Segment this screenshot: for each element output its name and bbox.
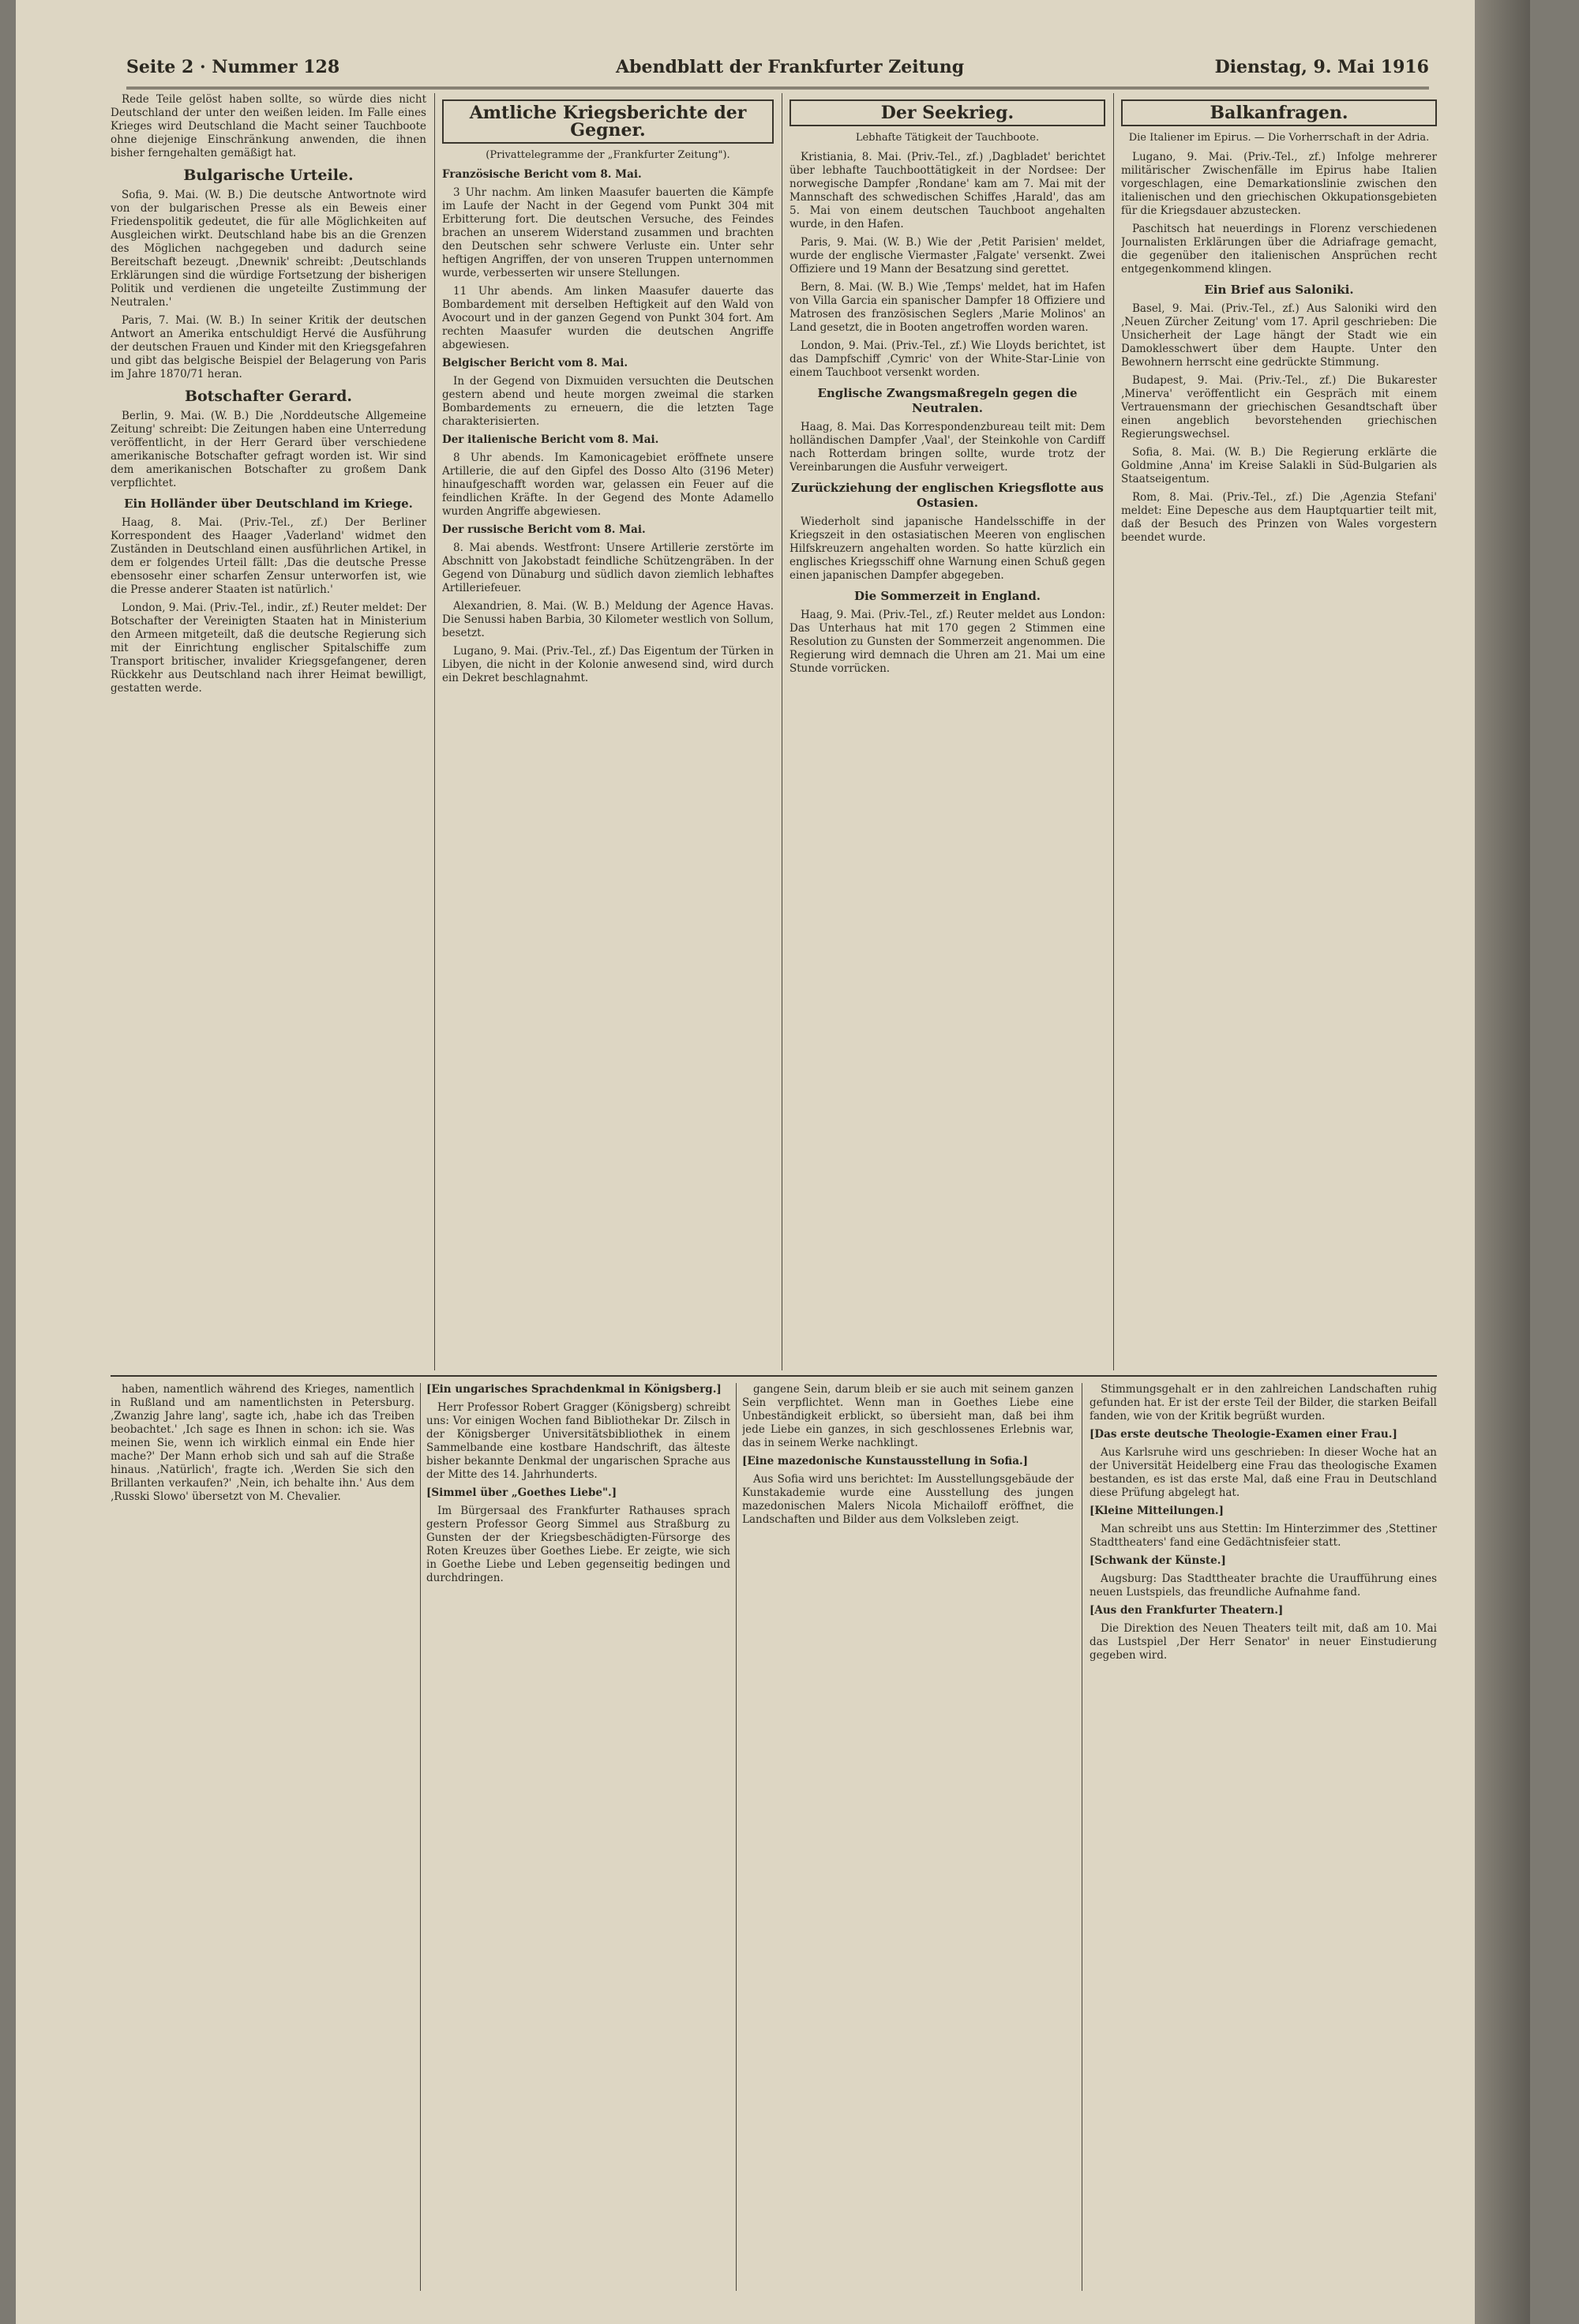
section-subheading: Lebhafte Tätigkeit der Tauchboote. (855, 132, 1040, 144)
article-text: Basel, 9. Mai. (Priv.-Tel., zf.) Aus Saloniki wird den ‚Neuen Zürcher Zeitung' vom 17. April geschrieben: Die Unsicherheit der Lage hängt der Stadt wie ein Damoklesschwert über dem Haupte. Unter den Bewohnern herrscht eine gedrückte Stimmung. (1121, 302, 1437, 369)
notice-heading: [Eine mazedonische Kunstausstellung in Sofia.] (742, 1455, 1029, 1467)
article-text: Kristiania, 8. Mai. (Priv.-Tel., zf.) ‚Dagbladet' berichtet über lebhafte Tauchboottätigkeit in der Nordsee: Der norwegische Dampfer ‚Rondane' kam am 7. Mai mit der Mannschaft des schwedischen Schiffes ‚Harald', das am 5. Mai von einem deutschen Tauchboot angehalten wurde, in den Hafen. (790, 151, 1105, 231)
notice-heading: [Simmel über „Goethes Liebe".] (426, 1486, 617, 1499)
article-text: Haag, 8. Mai. Das Korrespondenzbureau teilt mit: Dem holländischen Dampfer ‚Vaal', der Steinkohle von Cardiff nach Rotterdam bringen sollte, wurde trotz der Vereinbarungen die Ausfuhr verweigert. (790, 421, 1105, 474)
feuilleton-column-2 (426, 1383, 730, 2291)
report-label: Französische Bericht vom 8. Mai. (442, 168, 642, 181)
article-text: Man schreibt uns aus Stettin: Im Hinterzimmer des ‚Stettiner Stadttheaters' fand eine Gedächtnisfeier statt. (1090, 1523, 1437, 1549)
article-text: London, 9. Mai. (Priv.-Tel., indir., zf.) Reuter meldet: Der Botschafter der Vereinigten Staaten hat in Ministerium den Armeen mitgeteilt, daß die deutsche Regierung sich mit der Einrichtung englischer Spitalschiffe zum Transport britischer, invalider Kriegsgefangener, deren Rückkehr aus Deutschland nach ihrer Heimat bewilligt, gestatten werde. (111, 602, 426, 695)
article-text: Lugano, 9. Mai. (Priv.-Tel., zf.) Das Eigentum der Türken in Libyen, die nicht in der Kolonie anwesend sind, wird durch ein Dekret beschlagnahmt. (442, 645, 774, 684)
header-date: Dienstag, 9. Mai 1916 (1214, 57, 1429, 77)
article-heading: Botschafter Gerard. (184, 388, 353, 405)
article-text: Aus Sofia wird uns berichtet: Im Ausstellungsgebäude der Kunstakademie wurde eine Ausstellung des jungen mazedonischen Malers Nicola Michailoff eröffnet, die Landschaften und Bilder aus dem Volksleben zeigt. (742, 1473, 1074, 1526)
article-heading: Bulgarische Urteile. (183, 167, 354, 184)
page-edge (1475, 0, 1530, 2324)
notice-heading: [Kleine Mitteilungen.] (1090, 1505, 1225, 1517)
article-text: Bern, 8. Mai. (W. B.) Wie ‚Temps' meldet, hat im Hafen von Villa Garcia ein spanischer Dampfer 18 Offiziere und Matrosen des französischen Seglers ‚Marie Molinos' an Land gesetzt, die in Booten angetroffen worden waren. (790, 281, 1105, 334)
notice-heading: [Aus den Frankfurter Theatern.] (1090, 1604, 1284, 1617)
article-text: 8 Uhr abends. Im Kamonicagebiet eröffnete unsere Artillerie, die auf den Gipfel des Dosso Alto (3196 Meter) hinaufgeschafft worden war, gelassen ein Feuer auf die feindlichen Kräfte. In der Gegend des Monte Adamello wurden Angriffe abgewiesen. (442, 452, 774, 518)
article-text: haben, namentlich während des Krieges, namentlich in Rußland und am namentlichsten in Petersburg. ‚Zwanzig Jahre lang', sagte ich, ‚habe ich das Treiben beobachtet.' ‚Ich sage es Ihnen in schon: ich sie. Was meinen Sie, wenn ich wirklich einmal ein Ende hier mache?' Der Mann erhob sich und sah auf die Straße hinaus. ‚Natürlich', fragte ich. ‚Werden Sie sich den Brillanten verkaufen?' ‚Nein, ich behalte ihn.' Aus dem ‚Russki Slowo' übersetzt von M. Chevalier. (111, 1383, 414, 1503)
article-text: Rom, 8. Mai. (Priv.-Tel., zf.) Die ‚Agenzia Stefani' meldet: Eine Depesche aus dem Hauptquartier teilt mit, daß der Besuch des Prinzen von Wales vorgestern beendet wurde. (1121, 491, 1437, 544)
article-text: Aus Karlsruhe wird uns geschrieben: In dieser Woche hat an der Universität Heidelberg eine Frau das theologische Examen bestanden, es ist das erste Mal, daß eine Frau in Deutschland diese Prüfung abgelegt hat. (1090, 1446, 1437, 1499)
article-text: Paris, 7. Mai. (W. B.) In seiner Kritik der deutschen Antwort an Amerika entschuldigt Hervé die Ausführung der deutschen Frauen und Kinder mit den Kriegsgefahren und gibt das belgische Beispiel der Belagerung von Paris im Jahre 1870/71 heran. (111, 314, 426, 380)
report-label: Belgischer Bericht vom 8. Mai. (442, 357, 628, 369)
feuilleton-column-4 (1090, 1383, 1437, 2291)
article-heading: Die Sommerzeit in England. (853, 589, 1041, 603)
page-header (126, 52, 1429, 89)
article-heading: Englische Zwangsmaßregeln gegen die Neutralen. (817, 386, 1078, 415)
article-text: In der Gegend von Dixmuiden versuchten die Deutschen gestern abend und heute morgen zweimal die starken Bombardements zu erneuern, die die letzten Tage charakterisierten. (442, 375, 774, 428)
article-text: Im Bürgersaal des Frankfurter Rathauses sprach gestern Professor Georg Simmel aus Straßburg zu Gunsten der der Kriegsbeschädigten-Fürsorge des Roten Kreuzes über Goethes Liebe. Er zeigte, wie sich in Goethe Liebe und Leben gegenseitig bedingen und durchdringen. (426, 1505, 730, 1584)
article-heading: Ein Holländer über Deutschland im Kriege. (124, 497, 413, 511)
article-text: Sofia, 8. Mai. (W. B.) Die Regierung erklärte die Goldmine ‚Anna' im Kreise Salakli in Süd-Bulgarien als Staatseigentum. (1121, 446, 1437, 485)
notice-heading: [Das erste deutsche Theologie-Examen einer Frau.] (1090, 1428, 1397, 1441)
column-rule (434, 93, 435, 1370)
column-3 (790, 93, 1105, 1370)
column-4 (1121, 93, 1437, 1370)
notice-heading: [Ein ungarisches Sprachdenkmal in Königsberg.] (426, 1383, 722, 1396)
feuilleton-column-1 (111, 1383, 414, 2291)
column-2 (442, 93, 774, 1370)
header-page-number: Seite 2 · Nummer 128 (126, 57, 340, 77)
article-text: Berlin, 9. Mai. (W. B.) Die ‚Norddeutsche Allgemeine Zeitung' schreibt: Die Zeitungen haben eine Unterredung veröffentlicht, in der Herr Gerard über verschiedene amerikanische Botschafter gefragt worden ist. Wir sind dem amerikanischen Botschafter zu großem Dank verpflichtet. (111, 410, 426, 489)
report-label: Der russische Bericht vom 8. Mai. (442, 523, 646, 536)
article-text: gangene Sein, darum bleib er sie auch mit seinem ganzen Sein verpflichtet. Wenn man in Goethes Liebe eine Unbeständigkeit erblickt, so übersieht man, daß bei ihm jede Liebe ein ganzes, in sich geschlossenes Erlebnis war, das in seinem Werke nachklingt. (742, 1383, 1074, 1449)
article-heading: Ein Brief aus Saloniki. (1204, 283, 1354, 297)
article-text: 8. Mai abends. Westfront: Unsere Artillerie zerstörte im Abschnitt von Jakobstadt feindliche Schützengräben. In der Gegend von Dünaburg und südlich davon ziemlich lebhaftes Artilleriefeuer. (442, 542, 774, 594)
article-text: Augsburg: Das Stadttheater brachte die Uraufführung eines neuen Lustspiels, das freundliche Aufnahme fand. (1090, 1572, 1437, 1599)
article-text: Wiederholt sind japanische Handelsschiffe in der Kriegszeit in den ostasiatischen Meeren von englischen Hilfskreuzern angehalten worden. So hatte kürzlich ein englisches Kriegsschiff ohne Warnung einen Schuß gegen einen japanischen Dampfer abgegeben. (790, 515, 1105, 582)
column-rule (420, 1383, 421, 2291)
article-text: 11 Uhr abends. Am linken Maasufer dauerte das Bombardement mit derselben Heftigkeit auf den Wald von Avocourt und in der ganzen Gegend von Punkt 304 fort. Am rechten Maasufer wurden die deutschen Angriffe abgewiesen. (442, 285, 774, 351)
article-text: Paris, 9. Mai. (W. B.) Wie der ‚Petit Parisien' meldet, wurde der englische Viermaster ‚Falgate' versenkt. Zwei Offiziere und 19 Mann der Besatzung sind gerettet. (790, 236, 1105, 276)
article-text: Sofia, 9. Mai. (W. B.) Die deutsche Antwortnote wird von der bulgarischen Presse als ein Beweis einer Friedenspolitik gedeutet, die für alle Möglichkeiten auf Ausgleichen wirkt. Deutschland habe bis an die Grenzen des Möglichen nachgegeben und dadurch seine Bereitschaft bezeugt. ‚Dnewnik' schreibt: ‚Deutschlands Erklärungen sind die würdige Fortsetzung der bisherigen Politik und verdienen die ungeteilte Zustimmung der Neutralen.' (111, 189, 426, 309)
article-text: Lugano, 9. Mai. (Priv.-Tel., zf.) Infolge mehrerer militärischer Zwischenfälle im Epirus habe Italien vorgeschlagen, eine Demarkationslinie zwischen den italienischen und den griechischen Okkupationsgebieten für die Kriegsdauer abzustecken. (1121, 151, 1437, 217)
article-text: Haag, 9. Mai. (Priv.-Tel., zf.) Reuter meldet aus London: Das Unterhaus hat mit 170 gegen 2 Stimmen eine Resolution zu Gunsten der Sommerzeit angenommen. Die Regierung wird demnach die Uhren am 21. Mai um eine Stunde vorrücken. (790, 609, 1105, 675)
article-text: Stimmungsgehalt er in den zahlreichen Landschaften ruhig gefunden hat. Er ist der erste Teil der Bilder, die starken Beifall fanden, wie von der Kritik begrüßt wurden. (1090, 1383, 1437, 1423)
section-divider (111, 1375, 1437, 1377)
section-subheading: (Privattelegramme der „Frankfurter Zeitung"). (486, 149, 730, 161)
column-rule (1113, 93, 1114, 1370)
column-1 (111, 93, 426, 1370)
feuilleton-column-3 (742, 1383, 1074, 2291)
report-label: Der italienische Bericht vom 8. Mai. (442, 433, 659, 446)
article-text: Budapest, 9. Mai. (Priv.-Tel., zf.) Die Bukarester ‚Minerva' veröffentlicht ein Gespräch mit einem Vertrauensmann der griechischen Gesandtschaft über einen angeblich bevorstehenden griechischen Regierungswechsel. (1121, 374, 1437, 440)
article-text: Paschitsch hat neuerdings in Florenz verschiedenen Journalisten Erklärungen über die Adriafrage gemacht, die gegenüber den italienischen Ansprüchen recht entgegenkommend klingen. (1121, 223, 1437, 276)
article-text: Die Direktion des Neuen Theaters teilt mit, daß am 10. Mai das Lustspiel ‚Der Herr Senator' in neuer Einstudierung gegeben wird. (1090, 1622, 1437, 1662)
article-text: London, 9. Mai. (Priv.-Tel., zf.) Wie Lloyds berichtet, ist das Dampfschiff ‚Cymric' von der White-Star-Linie von einem Tauchboot versenkt worden. (790, 339, 1105, 379)
notice-heading: [Schwank der Künste.] (1090, 1554, 1226, 1567)
article-heading: Zurückziehung der englischen Kriegsflotte aus Ostasien. (791, 481, 1104, 510)
column-rule (736, 1383, 737, 2291)
article-text: Haag, 8. Mai. (Priv.-Tel., zf.) Der Berliner Korrespondent des Haager ‚Vaderland' widmet den Zuständen in Deutschland einen ausführlichen Artikel, in dem er folgendes Urteil fällt: ‚Das die deutsche Presse ebensosehr einer scharfen Zensur unterworfen ist, wie die Presse anderer Staaten ist natürlich.' (111, 516, 426, 596)
section-heading: Der Seekrieg. (790, 99, 1105, 126)
section-heading: Amtliche Kriegsberichte der Gegner. (442, 99, 774, 144)
article-text: Rede Teile gelöst haben sollte, so würde dies nicht Deutschland der unter den weißen leiden. Im Falle eines Krieges wird Deutschland die Macht seiner Tauchboote ohne diejenige Einschränkung anwenden, die ihnen bisher ferngehalten gemäßigt hat. (111, 93, 426, 159)
article-text: 3 Uhr nachm. Am linken Maasufer bauerten die Kämpfe im Laufe der Nacht in der Gegend vom Punkt 304 mit Erbitterung fort. Die deutschen Versuche, des Feindes brachen an unserem Widerstand zusammen und brachten den Deutschen sehr schwere Verluste ein. Unter sehr heftigen Angriffen, der von unseren Truppen unternommen wurde, verbesserten wir unsere Stellungen. (442, 186, 774, 279)
header-masthead: Abendblatt der Frankfurter Zeitung (616, 57, 965, 77)
section-heading: Balkanfragen. (1121, 99, 1437, 126)
section-subheading: Die Italiener im Epirus. — Die Vorherrschaft in der Adria. (1128, 132, 1430, 144)
article-text: Alexandrien, 8. Mai. (W. B.) Meldung der Agence Havas. Die Senussi haben Barbia, 30 Kilometer westlich von Sollum, besetzt. (442, 600, 774, 639)
article-text: Herr Professor Robert Gragger (Königsberg) schreibt uns: Vor einigen Wochen fand Bibliothekar Dr. Zilsch in der Königsberger Universitätsbibliothek in einem Sammelbande eine kostbare Handschrift, das älteste bisher bekannte Denkmal der ungarischen Sprache aus der Mitte des 14. Jahrhunderts. (426, 1401, 730, 1481)
